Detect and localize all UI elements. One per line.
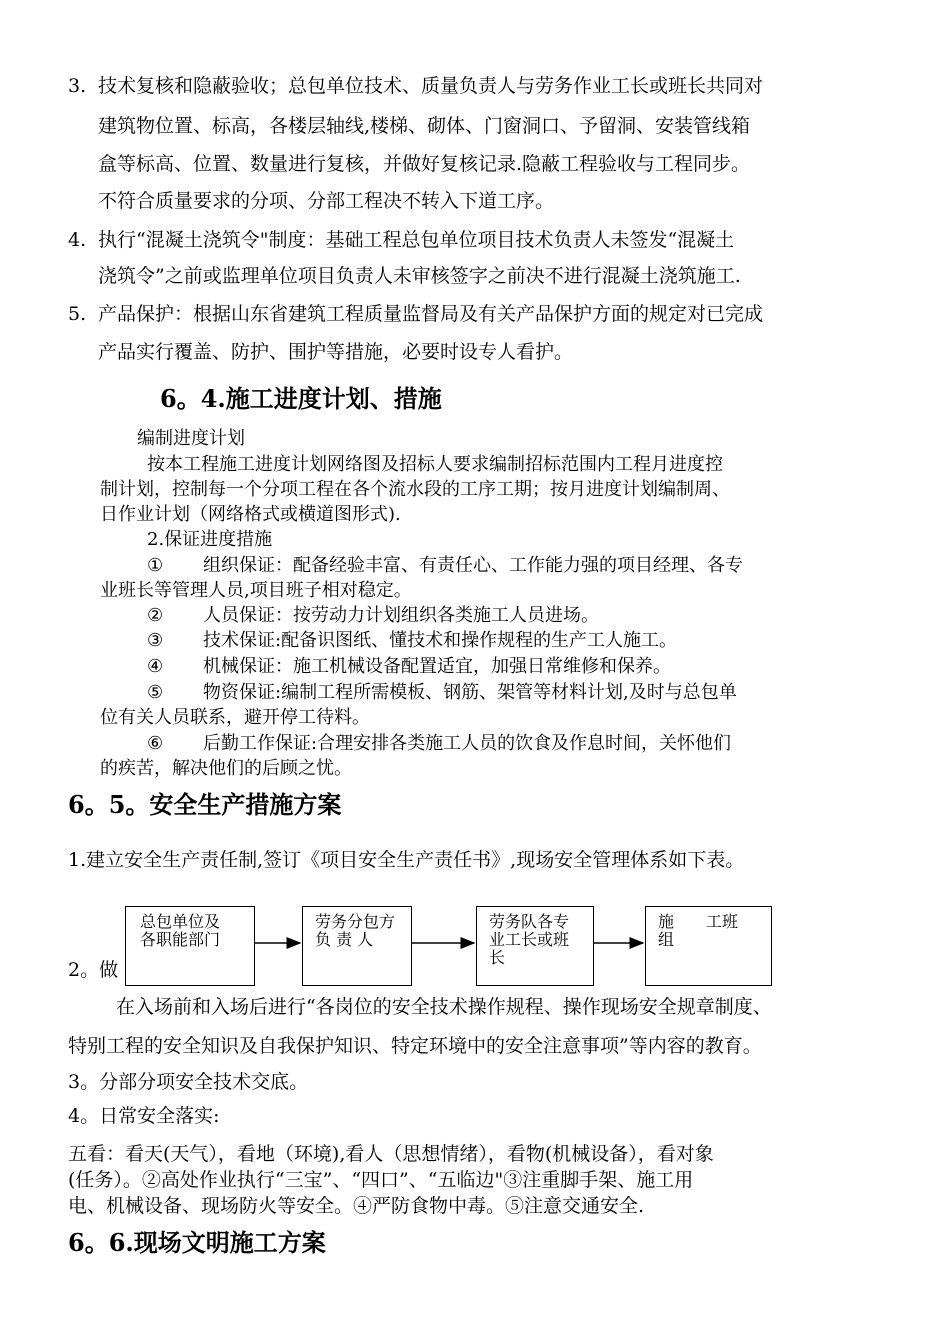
measure-6-continuation: 的疾苦，解决他们的后顾之忧。 — [100, 758, 352, 779]
item-5-line-1: 产品保护：根据山东省建筑工程质量监督局及有关产品保护方面的规定对已完成 — [98, 303, 764, 325]
measure-1-mark: ① — [147, 555, 164, 576]
section-6-4-para-line-2: 制计划，控制每一个分项工程在各个流水段的工序工期；按月进度计划编制周、 — [100, 479, 730, 500]
measure-1-text: 组织保证：配备经验丰富、有责任心、工作能力强的项目经理、各专 — [203, 555, 743, 576]
measure-5-text: 物资保证:编制工程所需模板、钢筋、架管等材料计划,及时与总包单 — [203, 682, 737, 703]
measure-3-mark: ③ — [147, 630, 164, 651]
section-6-5-item-2-line-2: 特别工程的安全知识及自我保护知识、特定环境中的安全注意事项”等内容的教育。 — [68, 1035, 762, 1057]
measure-2-text: 人员保证：按劳动力计划组织各类施工人员进场。 — [203, 605, 599, 626]
section-6-5-item-5-line-2: (任务）。②高处作业执行“三宝”、“四口”、“五临边"③注重脚手架、施工用 — [68, 1169, 694, 1191]
section-6-4-para-line-3: 日作业计划（网络格式或横道图形式). — [100, 504, 401, 525]
item-4-number: 4. — [68, 229, 87, 251]
section-6-5-item-3: 3。分部分项安全技术交底。 — [68, 1071, 309, 1093]
section-6-5-item-4: 4。日常安全落实: — [68, 1105, 220, 1127]
item-5-line-2: 产品实行覆盖、防护、围护等措施，必要时设专人看护。 — [98, 341, 574, 363]
item-3-number: 3. — [68, 75, 87, 97]
flow-box-1-label: 总包单位及 各职能部门 — [140, 912, 221, 949]
section-6-5-item-5-line-3: 电、机械设备、现场防火等安全。④严防食物中毒。⑤注意交通安全. — [68, 1195, 645, 1217]
section-6-4-heading: 6。4.施工进度计划、措施 — [160, 384, 442, 413]
section-6-5-item-2-label: 2。做 — [68, 959, 119, 981]
measure-6-text: 后勤工作保证:合理安排各类施工人员的饮食及作息时间，关怀他们 — [203, 733, 732, 754]
measure-1-continuation: 业班长等管理人员,项目班子相对稳定。 — [100, 580, 412, 601]
item-4-line-1: 执行“混凝土浇筑令"制度：基础工程总包单位项目技术负责人未签发“混凝土 — [98, 229, 735, 251]
item-4-line-2: 浇筑令”之前或监理单位项目负责人未审核签字之前决不进行混凝土浇筑施工. — [98, 265, 741, 287]
section-6-4-sub-title: 编制进度计划 — [137, 428, 245, 449]
item-3-line-2: 建筑物位置、标高，各楼层轴线,楼梯、砌体、门窗洞口、予留洞、安装管线箱 — [98, 115, 751, 137]
measure-3-text: 技术保证:配备识图纸、懂技术和操作规程的生产工人施工。 — [203, 630, 678, 651]
item-3-line-4: 不符合质量要求的分项、分部工程决不转入下道工序。 — [98, 190, 555, 212]
flow-box-3-label: 劳务队各专 业工长或班 长 — [489, 912, 570, 967]
section-6-6-heading: 6。6.现场文明施工方案 — [68, 1228, 326, 1257]
item-5-number: 5. — [68, 303, 87, 325]
measure-5-mark: ⑤ — [147, 682, 164, 703]
measure-4-text: 机械保证：施工机械设备配置适宜，加强日常维修和保养。 — [203, 656, 671, 677]
section-6-5-item-2-line-1: 在入场前和入场后进行“各岗位的安全技术操作规程、操作现场安全规章制度、 — [116, 996, 772, 1018]
measure-5-continuation: 位有关人员联系，避开停工待料。 — [100, 707, 370, 728]
item-3-line-1: 技术复核和隐蔽验收；总包单位技术、质量负责人与劳务作业工长或班长共同对 — [98, 75, 764, 97]
measure-4-mark: ④ — [147, 656, 164, 677]
section-6-5-item-5-line-1: 五看：看天(天气），看地（环境),看人（思想情绪），看物(机械设备），看对象 — [68, 1143, 714, 1165]
item-3-line-3: 盒等标高、位置、数量进行复核，并做好复核记录.隐蔽工程验收与工程同步。 — [98, 153, 751, 175]
section-6-5-heading: 6。5。安全生产措施方案 — [68, 790, 342, 819]
section-6-4-measures-title: 2.保证进度措施 — [147, 529, 273, 550]
flow-box-2-label: 劳务分包方 负 责 人 — [315, 912, 396, 949]
measure-2-mark: ② — [147, 605, 164, 626]
flow-box-4-label: 施 工班 组 — [658, 912, 739, 949]
section-6-4-para-line-1: 按本工程施工进度计划网络图及招标人要求编制招标范围内工程月进度控 — [147, 454, 723, 475]
measure-6-mark: ⑥ — [147, 733, 164, 754]
section-6-5-item-1: 1.建立安全生产责任制,签订《项目安全生产责任书》,现场安全管理体系如下表。 — [68, 849, 745, 871]
